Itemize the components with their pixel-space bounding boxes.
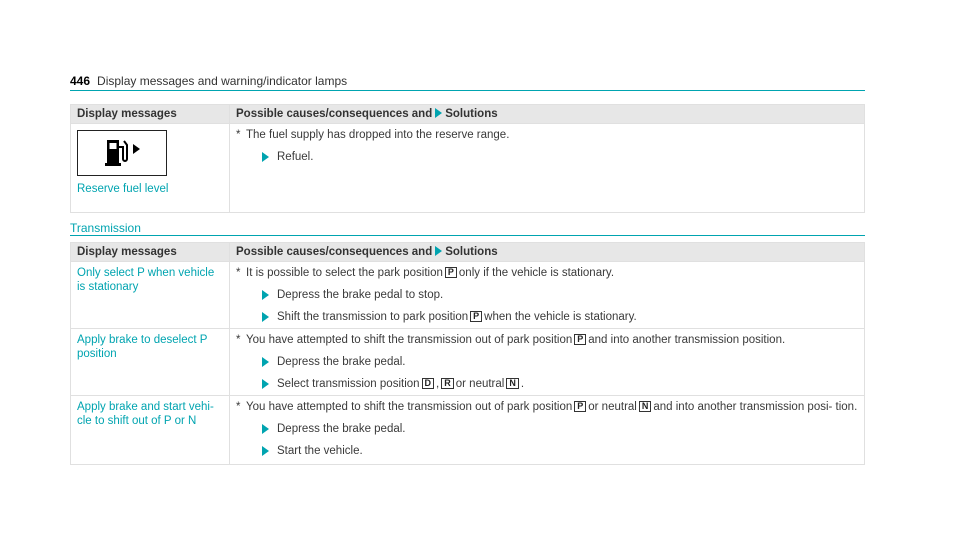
gear-key-r: R — [441, 378, 454, 389]
gear-key-p: P — [445, 267, 457, 278]
cause-text: * You have attempted to shift the transmission out of park position P and into another transmission position. — [236, 334, 786, 346]
gear-key-n: N — [639, 401, 652, 412]
column-header-display: Display messages — [71, 243, 230, 262]
solution-item: Select transmission position D , R or neutral N . — [262, 377, 858, 391]
column-header-display: Display messages — [71, 105, 230, 124]
table-row — [71, 124, 865, 213]
column-header-causes: Possible causes/consequences and Solutions — [230, 105, 865, 124]
gear-key-d: D — [422, 378, 435, 389]
arrow-icon — [262, 152, 269, 162]
display-message-label: Reserve fuel level — [77, 183, 169, 195]
table-row — [71, 396, 865, 465]
section-heading: Transmission — [70, 221, 865, 236]
gear-key-p: P — [470, 311, 482, 322]
gear-key-n: N — [506, 378, 519, 389]
arrow-icon — [435, 108, 442, 118]
page-number: 446 — [70, 74, 91, 88]
cause-text: * The fuel supply has dropped into the reserve range. — [236, 129, 510, 141]
fuel-message-table — [70, 104, 865, 213]
transmission-message-table — [70, 242, 865, 465]
causes-cell — [230, 329, 865, 396]
gear-key-p: P — [574, 401, 586, 412]
arrow-icon — [262, 290, 269, 300]
table-header-row — [71, 243, 865, 262]
causes-cell — [230, 262, 865, 329]
causes-cell — [230, 396, 865, 465]
arrow-icon — [262, 379, 269, 389]
cause-text: * You have attempted to shift the transmission out of park position P or neutral N and into another transmission posi- tion. — [236, 401, 858, 413]
display-message-label: Only select P when vehicle is stationary — [71, 262, 230, 329]
display-message-cell — [71, 124, 230, 213]
page-title: Display messages and warning/indicator lamps — [97, 74, 348, 88]
display-message-label: Apply brake to deselect P position — [71, 329, 230, 396]
table-row — [71, 262, 865, 329]
table-row — [71, 329, 865, 396]
display-message-label: Apply brake and start vehi- cle to shift out of P or N — [71, 396, 230, 465]
causes-cell — [230, 124, 865, 213]
solution-item: Depress the brake pedal to stop. — [262, 288, 858, 302]
arrow-icon — [262, 424, 269, 434]
cause-text: * It is possible to select the park position P only if the vehicle is stationary. — [236, 267, 615, 279]
fuel-pump-icon — [77, 130, 167, 176]
solution-item: Depress the brake pedal. — [262, 355, 858, 369]
table-header-row — [71, 105, 865, 124]
arrow-icon — [262, 446, 269, 456]
arrow-icon — [262, 357, 269, 367]
solution-item: Shift the transmission to park position P when the vehicle is stationary. — [262, 310, 858, 324]
arrow-icon — [435, 246, 442, 256]
column-header-causes: Possible causes/consequences and Solutions — [230, 243, 865, 262]
gear-key-p: P — [574, 334, 586, 345]
solution-item: Refuel. — [262, 150, 858, 164]
page-header — [70, 74, 865, 91]
solution-item: Start the vehicle. — [262, 444, 858, 458]
arrow-icon — [262, 312, 269, 322]
solution-item: Depress the brake pedal. — [262, 422, 858, 436]
